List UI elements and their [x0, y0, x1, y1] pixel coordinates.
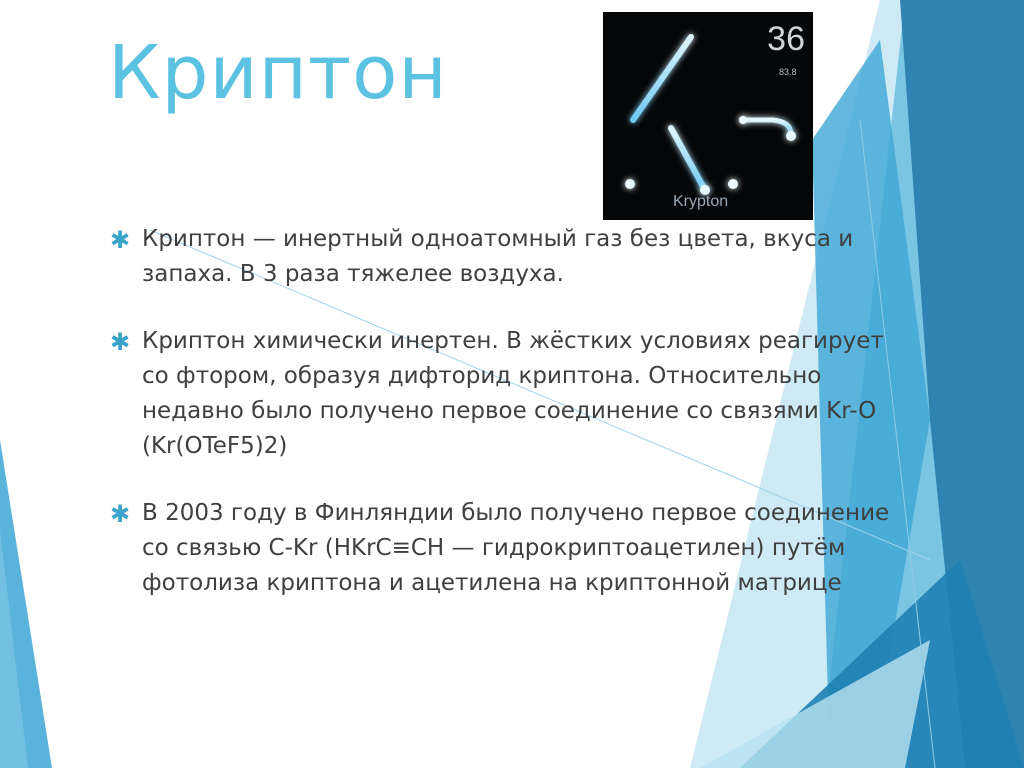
asterisk-icon: ✱: [110, 328, 131, 356]
list-item: [110, 496, 890, 601]
bullet-list: [110, 222, 890, 633]
element-name: Krypton: [673, 193, 729, 210]
asterisk-icon: ✱: [110, 226, 131, 254]
krypton-element-image: [603, 12, 813, 220]
bullet-text: В 2003 году в Финляндии было получено первое соединение со связью C-Kr (HKrC≡CH — гидрокриптоацетилен) путём фотолиза криптона и ацетилена на криптонной матрице: [142, 500, 890, 596]
asterisk-icon: ✱: [110, 500, 131, 528]
bullet-text: Криптон — инертный одноатомный газ без цвета, вкуса и запаха. В 3 раза тяжелее воздуха.: [142, 226, 854, 287]
slide-title: Криптон: [108, 30, 448, 116]
atomic-mass: 83.8: [779, 67, 797, 77]
list-item: [110, 222, 890, 292]
list-item: [110, 324, 890, 464]
bullet-text: Криптон химически инертен. В жёстких условиях реагирует со фтором, образуя дифторид криптона. Относительно недавно было получено первое соединение со связями Kr-O (Kr(OTeF5)2): [142, 328, 884, 459]
atomic-number: 36: [767, 20, 805, 58]
